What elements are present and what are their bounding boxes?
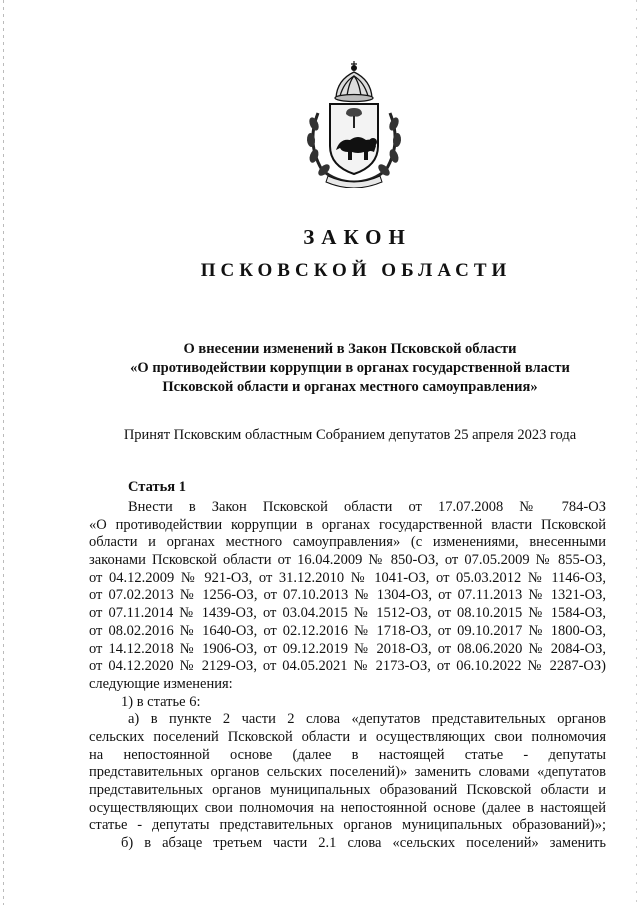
scan-edge-right (636, 0, 637, 905)
article-line: 1) в статье 6: (121, 693, 201, 710)
article-line: от 14.12.2018 № 1906-ОЗ, от 09.12.2019 № 2018-ОЗ, от 08.06.2020 № 2084-ОЗ, (89, 640, 606, 657)
article-line: от 04.12.2009 № 921-ОЗ, от 31.12.2010 № 1041-ОЗ, от 05.03.2012 № 1146-ОЗ, (89, 569, 606, 586)
article-line: сельских поселений Псковской области и осуществляющих свои полномочия (89, 728, 606, 745)
article-line: следующие изменения: (89, 675, 233, 692)
article-line: от 07.02.2013 № 1256-ОЗ, от 07.10.2013 № 1304-ОЗ, от 07.11.2013 № 1321-ОЗ, (89, 587, 606, 604)
article-heading: Статья 1 (128, 479, 186, 495)
subject-line: О внесении изменений в Закон Псковской области (183, 341, 517, 357)
article-body (89, 499, 606, 853)
article-line: «О противодействии коррупции в органах государственной власти Псковской (89, 516, 606, 533)
article-line: от 04.12.2020 № 2129-ОЗ, от 04.05.2021 № 2173-ОЗ, от 06.10.2022 № 2287-ОЗ) (89, 658, 606, 675)
article-line: на непостоянной основе (далее в настоящей статье - депутаты (89, 746, 606, 763)
article-line: от 07.11.2014 № 1439-ОЗ, от 03.04.2015 № 1512-ОЗ, от 08.10.2015 № 1584-ОЗ, (89, 605, 606, 622)
article-line: статье - депутаты представительных органов муниципальных образований)»; (89, 817, 606, 834)
article-line: Внести в Закон Псковской области от 17.07.2008 № 784-ОЗ (128, 499, 606, 515)
article-line: б) в абзаце третьем части 2.1 слова «сельских поселений» заменить (121, 835, 606, 852)
article-line: представительных органов сельских поселений)» заменить словами «депутатов (89, 764, 606, 781)
article-line: от 08.02.2016 № 1640-ОЗ, от 02.12.2016 № 1718-ОЗ, от 09.10.2017 № 1800-ОЗ, (89, 622, 606, 639)
article-line: законами Псковской области от 16.04.2009 № 850-ОЗ, от 07.05.2009 № 855-ОЗ, (89, 552, 606, 569)
article-line: представительных органов муниципальных образований Псковской области и (89, 782, 606, 798)
scan-edge-left (3, 0, 4, 905)
region-title: ПСКОВСКОЙ ОБЛАСТИ (200, 260, 512, 281)
article-line: а) в пункте 2 части 2 слова «депутатов представительных органов (128, 711, 606, 728)
article-line: области и органах местного самоуправления» (с изменениями, внесенными (89, 534, 606, 551)
pskov-coat-of-arms-icon (296, 58, 412, 188)
law-title: ЗАКОН (303, 225, 412, 249)
subject-line: Псковской области и органах местного самоуправления» (162, 379, 538, 395)
adoption-note: Принят Псковским областным Собранием депутатов 25 апреля 2023 года (123, 427, 577, 443)
law-subject (100, 340, 600, 397)
subject-line: «О противодействии коррупции в органах государственной власти (130, 360, 570, 376)
article-line: осуществляющих свои полномочия на непостоянной основе (далее в настоящей (89, 799, 606, 816)
